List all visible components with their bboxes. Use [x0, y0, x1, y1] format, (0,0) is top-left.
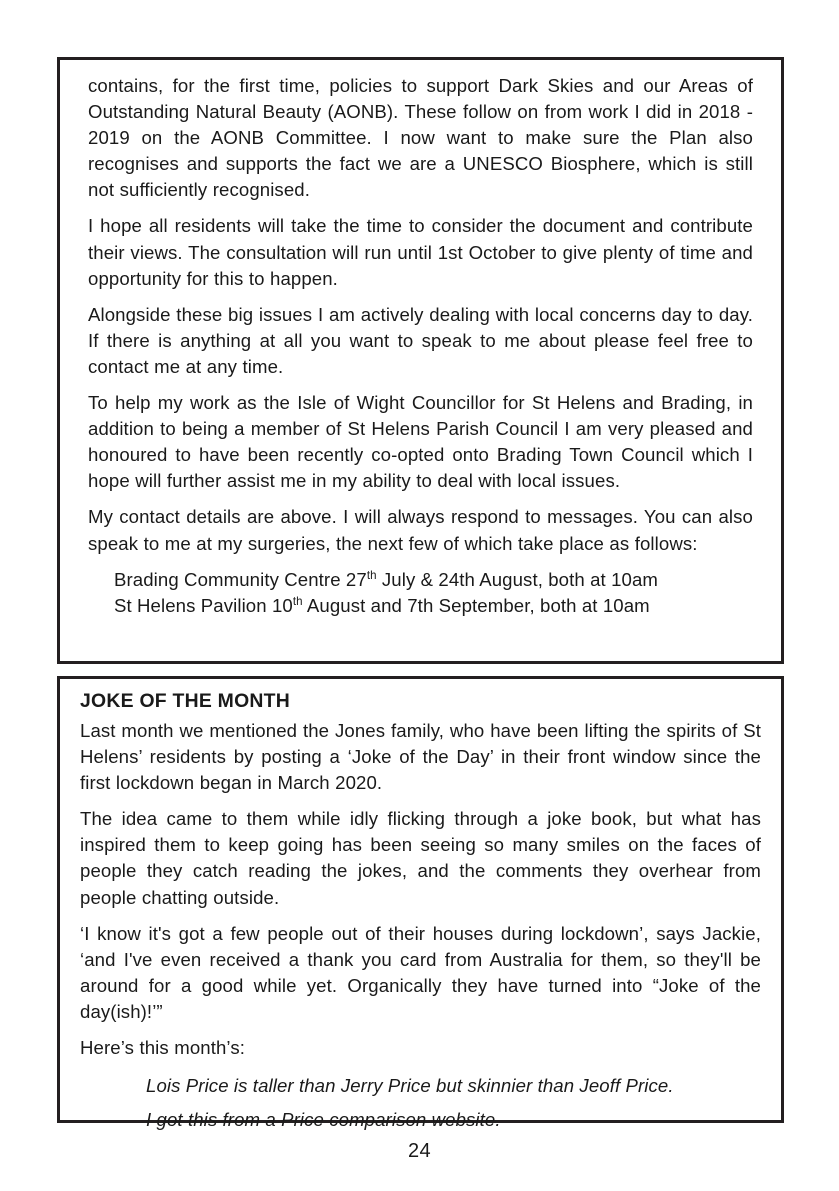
- joke-text: I got this from a Price comparison website.: [146, 1109, 501, 1131]
- councillor-report-panel: [57, 57, 784, 664]
- joke-of-the-month-panel: [57, 676, 784, 1131]
- surgery-detail: August and 7th September, both at 10am: [302, 594, 650, 616]
- paragraph: Last month we mentioned the Jones family, who have been lifting the spirits of St Helens’ residents by posting a ‘Joke of the Day’ in their front window since the first lockdown began in March 2020.: [80, 720, 761, 794]
- surgery-detail: July & 24th August, both at 10am: [376, 568, 658, 590]
- paragraph: The idea came to them while idly flicking through a joke book, but what has inspired them to keep going has been seeing so many smiles on the faces of people they catch reading the jokes, and the comments they overhear from people chatting outside.: [80, 808, 761, 908]
- paragraph: contains, for the first time, policies to support Dark Skies and our Areas of Outstanding Natural Beauty (AONB). These follow on from work I did in 2018 - 2019 on the AONB Committee. I now want to make sure the Plan also recognises and supports the fact we are a UNESCO Biosphere, which is still not sufficiently recognised.: [88, 75, 753, 201]
- joke-text: Lois Price is taller than Jerry Price but skinnier than Jeoff Price.: [146, 1075, 674, 1097]
- paragraph: ‘I know it's got a few people out of their houses during lockdown’, says Jackie, ‘and I've even received a thank you card from Australia for them, so they'll be around for a good while yet. Organically they have turned into “Joke of the day(ish)!’”: [80, 922, 761, 1022]
- paragraph: To help my work as the Isle of Wight Councillor for St Helens and Brading, in addition to being a member of St Helens Parish Council I am very pleased and honoured to have been recently co-opted onto Brading Town Council which I hope will further assist me in my ability to deal with local issues.: [88, 392, 753, 492]
- paragraph: I hope all residents will take the time to consider the document and contribute their views. The consultation will run until 1st October to give plenty of time and opportunity for this to happen.: [88, 215, 753, 289]
- surgery-item: [114, 593, 753, 619]
- panel-heading: JOKE OF THE MONTH: [80, 690, 291, 712]
- ordinal-suffix: th: [292, 595, 303, 608]
- paragraph: My contact details are above. I will always respond to messages. You can also speak to me at my surgeries, the next few of which take place as follows:: [88, 506, 753, 554]
- surgery-venue-date: St Helens Pavilion 10: [114, 594, 293, 616]
- ordinal-suffix: th: [366, 569, 377, 582]
- paragraph: Here’s this month’s:: [80, 1037, 245, 1059]
- page-number: 24: [407, 1140, 432, 1162]
- surgery-schedule-list: [88, 567, 753, 619]
- surgery-item: [114, 567, 753, 593]
- surgery-venue-date: Brading Community Centre 27: [114, 568, 367, 590]
- paragraph: Alongside these big issues I am actively dealing with local concerns day to day. If there is anything at all you want to speak to me about please feel free to contact me at any time.: [88, 303, 753, 377]
